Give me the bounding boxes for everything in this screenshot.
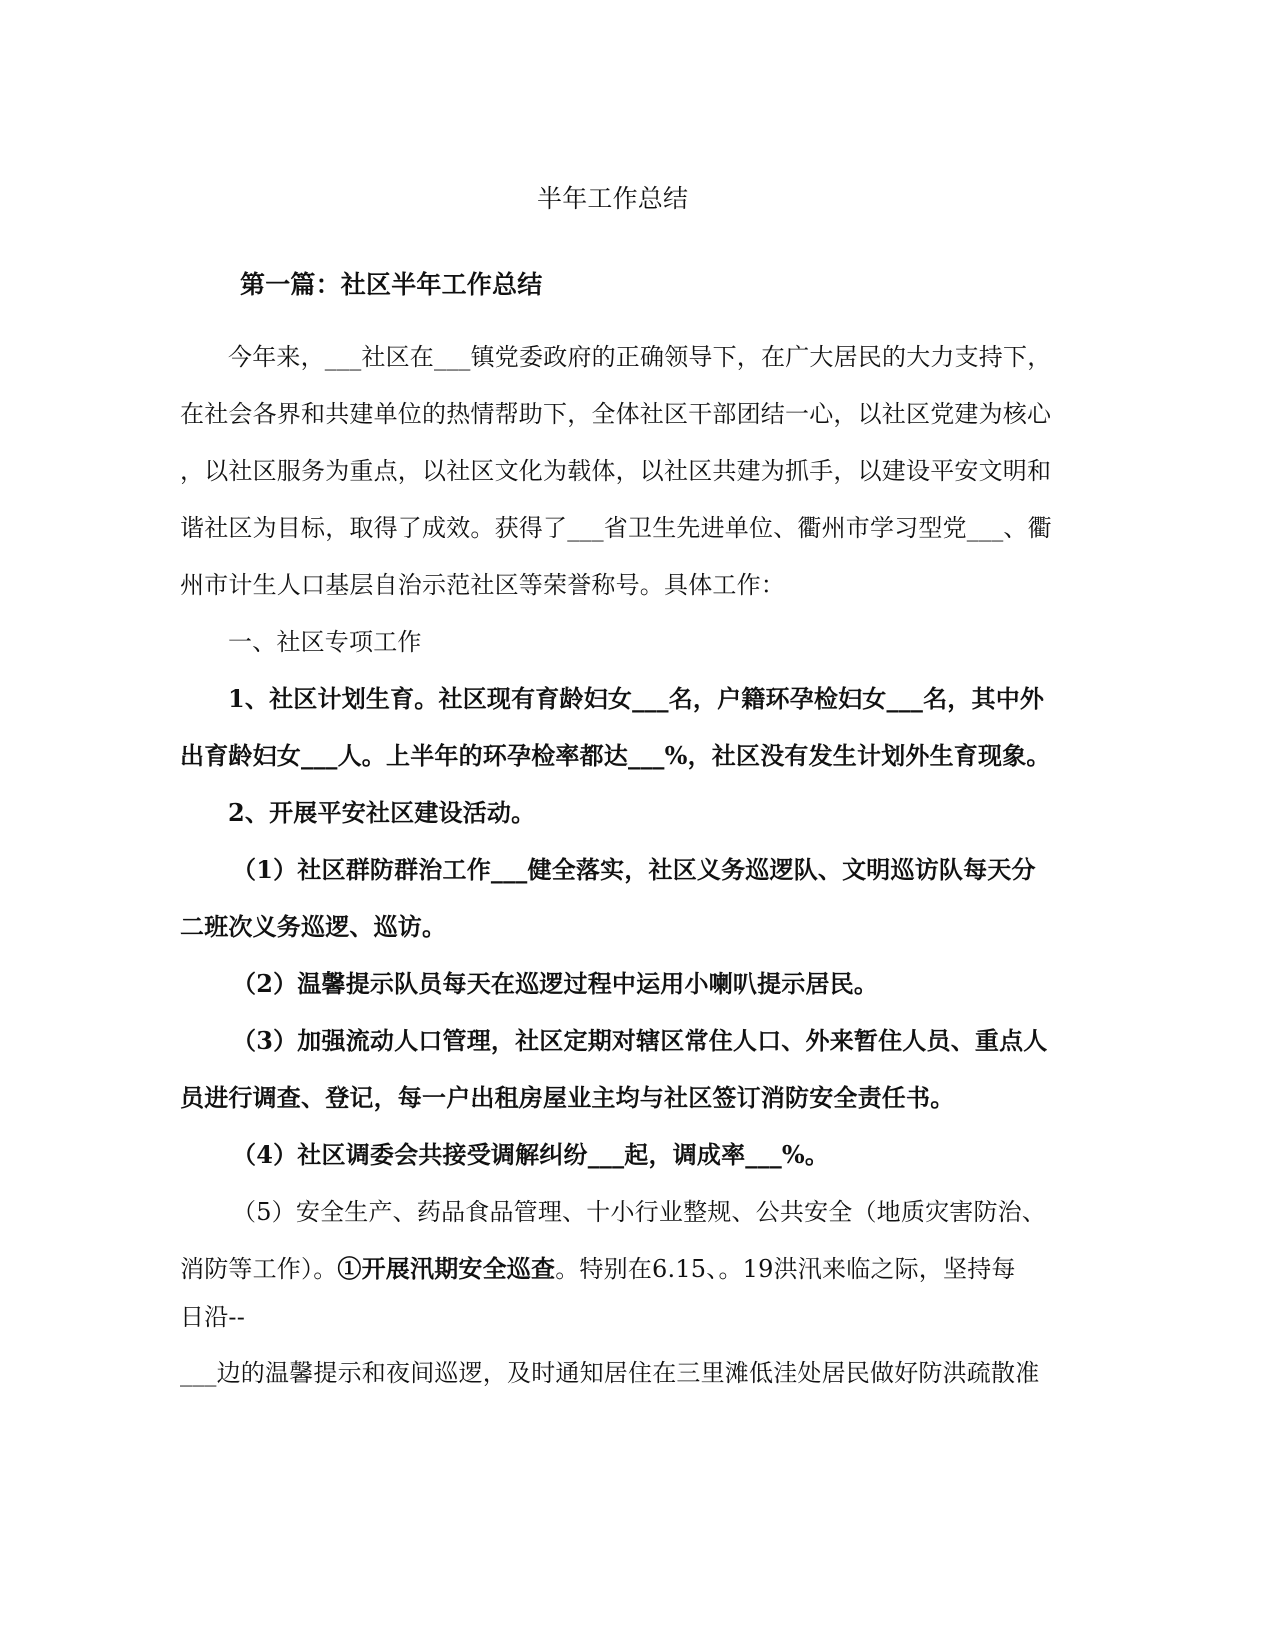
paragraph-line: 员进行调查、登记，每一户出租房屋业主均与社区签订消防安全责任书。 xyxy=(180,1083,955,1112)
document-title: 半年工作总结 xyxy=(537,184,689,213)
paragraph-line: 谐社区为目标，取得了成效。获得了___省卫生先进单位、衢州市学习型党___、衢 xyxy=(180,514,1052,542)
paragraph-line: 今年来，___社区在___镇党委政府的正确领导下，在广大居民的大力支持下， xyxy=(228,343,1052,371)
subsection-title: 一、社区专项工作 xyxy=(228,628,422,656)
paragraph-line: 出育龄妇女___人。上半年的环孕检率都达___%，社区没有发生计划外生育现象。 xyxy=(180,741,1051,770)
paragraph-line: 州市计生人口基层自治示范社区等荣誉称号。具体工作： xyxy=(180,571,785,599)
paragraph-line: 在社会各界和共建单位的热情帮助下，全体社区干部团结一心，以社区党建为核心 xyxy=(180,400,1052,428)
paragraph-line: 二班次义务巡逻、巡访。 xyxy=(180,912,447,941)
paragraph-line xyxy=(180,1254,1016,1284)
paragraph-line: （2）温馨提示队员每天在巡逻过程中运用小喇叭提示居民。 xyxy=(232,969,879,998)
paragraph-line: （4）社区调委会共接受调解纠纷___起，调成率___%。 xyxy=(232,1140,830,1169)
paragraph-line: ，以社区服务为重点，以社区文化为载体，以社区共建为抓手，以建设平安文明和 xyxy=(180,457,1052,485)
text-run-bold: ①开展汛期安全巡查 xyxy=(337,1254,556,1283)
paragraph-line: （3）加强流动人口管理，社区定期对辖区常住人口、外来暂住人员、重点人 xyxy=(232,1026,1048,1055)
paragraph-line: 1、社区计划生育。社区现有育龄妇女___名，户籍环孕检妇女___名，其中外 xyxy=(228,684,1045,713)
section-heading: 第一篇：社区半年工作总结 xyxy=(240,270,543,299)
text-run: 消防等工作）。 xyxy=(180,1255,338,1283)
text-run: 。特别在6.15、。19洪汛来临之际，坚持每 xyxy=(555,1255,1016,1283)
paragraph-line: ___边的温馨提示和夜间巡逻，及时通知居住在三里滩低洼处居民做好防洪疏散准 xyxy=(180,1359,1040,1387)
paragraph-line: 日沿-- xyxy=(180,1303,246,1331)
item-title: 2、开展平安社区建设活动。 xyxy=(228,798,536,827)
paragraph-line: （1）社区群防群治工作___健全落实，社区义务巡逻队、文明巡访队每天分 xyxy=(232,855,1036,884)
paragraph-line: （5）安全生产、药品食品管理、十小行业整规、公共安全（地质灾害防治、 xyxy=(232,1198,1047,1226)
